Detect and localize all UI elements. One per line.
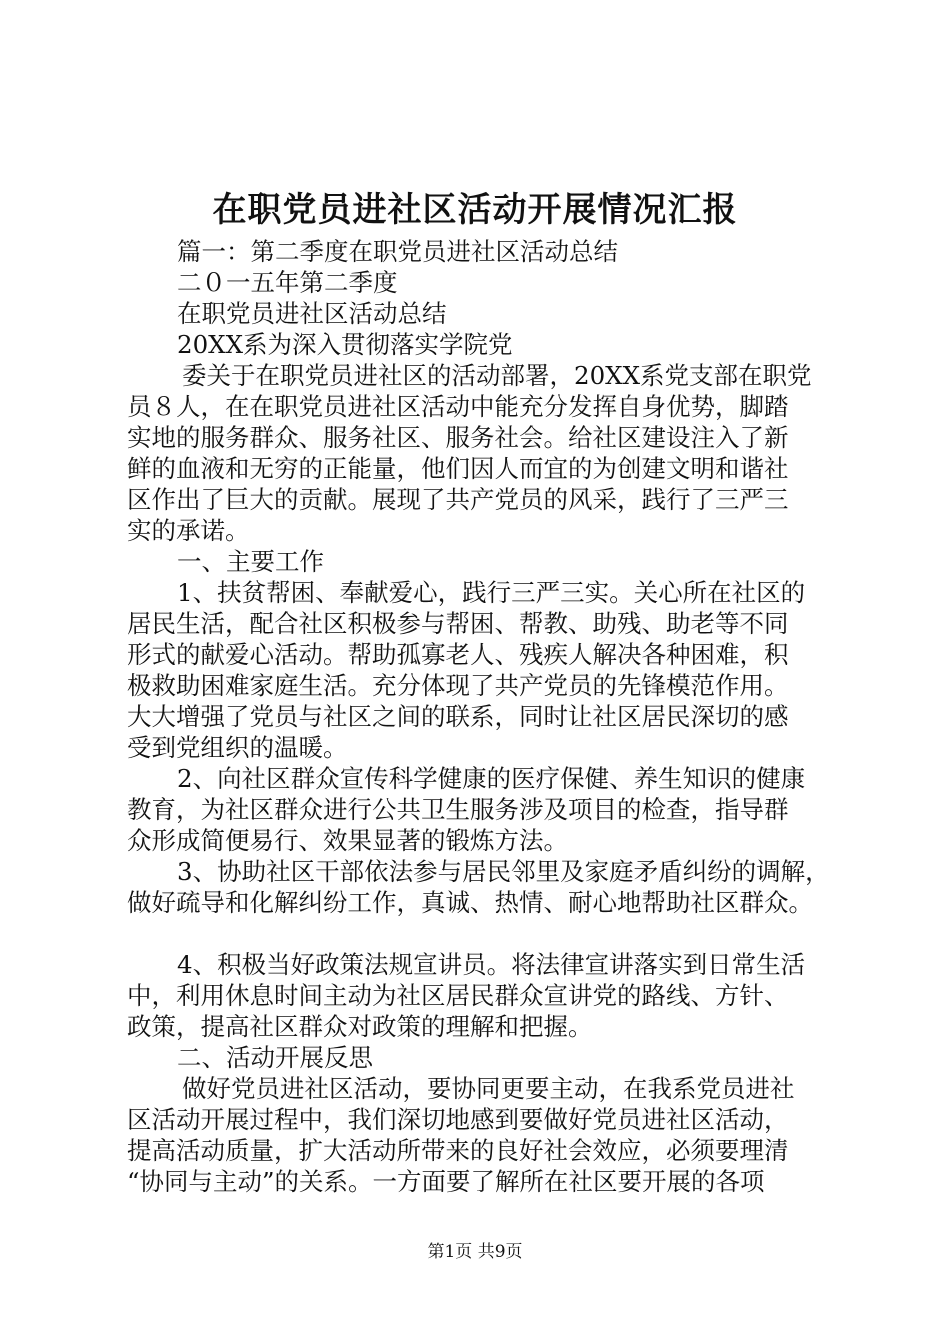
text-line: 2、向社区群众宣传科学健康的医疗保健、养生知识的健康 xyxy=(177,764,806,793)
text-line: 形式的献爱心活动。帮助孤寡老人、残疾人解决各种困难，积 xyxy=(127,640,789,669)
text-line: 一、主要工作 xyxy=(177,547,324,576)
blank-line xyxy=(127,918,852,949)
text-line: 1、扶贫帮困、奉献爱心，践行三严三实。关心所在社区的 xyxy=(177,578,806,607)
text-line: 教育，为社区群众进行公共卫生服务涉及项目的检查，指导群 xyxy=(127,795,789,824)
text-line: 二、活动开展反思 xyxy=(177,1043,373,1072)
text-line: 极救助困难家庭生活。充分体现了共产党员的先锋模范作用。 xyxy=(127,671,789,700)
text-line: 3、协助社区干部依法参与居民邻里及家庭矛盾纠纷的调解， xyxy=(177,857,830,886)
text-line: 篇一：第二季度在职党员进社区活动总结 xyxy=(177,237,618,266)
text-line: 受到党组织的温暖。 xyxy=(127,733,348,762)
text-line: 大大增强了党员与社区之间的联系，同时让社区居民深切的感 xyxy=(127,702,789,731)
text-line: 区活动开展过程中，我们深切地感到要做好党员进社区活动， xyxy=(127,1105,789,1134)
text-line: 员８人，在在职党员进社区活动中能充分发挥自身优势，脚踏 xyxy=(127,392,789,421)
page-footer: 第1页 共9页 xyxy=(427,1242,523,1262)
text-line: 做好疏导和化解纠纷工作，真诚、热情、耐心地帮助社区群众。 xyxy=(127,888,813,917)
document-body xyxy=(127,236,852,1197)
text-line: 二０一五年第二季度 xyxy=(177,268,398,297)
document-title: 在职党员进社区活动开展情况汇报 xyxy=(212,190,738,230)
text-line: 实的承诺。 xyxy=(127,516,250,545)
text-line: 提高活动质量，扩大活动所带来的良好社会效应，必须要理清 xyxy=(127,1136,789,1165)
text-line: 政策，提高社区群众对政策的理解和把握。 xyxy=(127,1012,593,1041)
text-line: 做好党员进社区活动，要协同更要主动，在我系党员进社 xyxy=(182,1074,795,1103)
text-line: 实地的服务群众、服务社区、服务社会。给社区建设注入了新 xyxy=(127,423,789,452)
text-line: “协同与主动”的关系。一方面要了解所在社区要开展的各项 xyxy=(127,1167,765,1196)
text-line: 委关于在职党员进社区的活动部署，20XX系党支部在职党 xyxy=(182,361,812,390)
text-line: 4、积极当好政策法规宣讲员。将法律宣讲落实到日常生活 xyxy=(177,950,806,979)
text-line: 20XX系为深入贯彻落实学院党 xyxy=(177,330,513,359)
text-line: 在职党员进社区活动总结 xyxy=(177,299,447,328)
text-line: 中，利用休息时间主动为社区居民群众宣讲党的路线、方针、 xyxy=(127,981,789,1010)
text-line: 鲜的血液和无穷的正能量，他们因人而宜的为创建文明和谐社 xyxy=(127,454,789,483)
text-line: 区作出了巨大的贡献。展现了共产党员的风采，践行了三严三 xyxy=(127,485,789,514)
text-line: 众形成简便易行、效果显著的锻炼方法。 xyxy=(127,826,568,855)
text-line: 居民生活，配合社区积极参与帮困、帮教、助残、助老等不同 xyxy=(127,609,789,638)
